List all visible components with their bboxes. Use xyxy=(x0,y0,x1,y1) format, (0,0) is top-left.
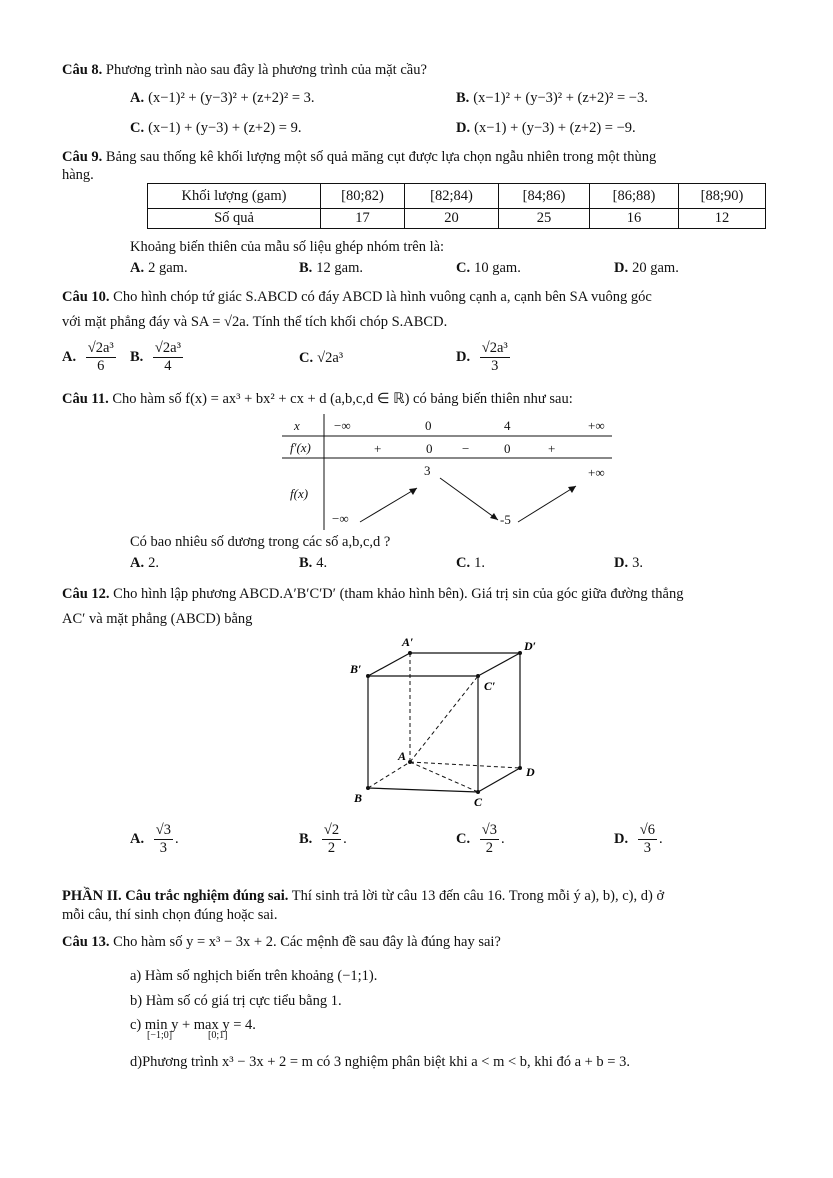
q13-c-min-subscript: [−1;0] xyxy=(147,1030,173,1041)
x-label: x xyxy=(294,418,300,433)
q12-stem-cont: AC′ và mặt phẳng (ABCD) bằng xyxy=(62,611,253,627)
q9-stem: Câu 9. Bảng sau thống kê khối lượng một số quả măng cụt được lựa chọn ngẫu nhiên trong một thùng xyxy=(62,149,657,165)
q8-option-d[interactable]: D. (x−1) + (y−3) + (z+2) = −9. xyxy=(456,120,636,136)
q13-item-a[interactable]: a) Hàm số nghịch biến trên khoảng (−1;1). xyxy=(130,968,378,984)
q9-option-b[interactable]: B. 12 gam. xyxy=(299,260,364,276)
q8-text: Phương trình nào sau đây là phương trình của mặt cầu? xyxy=(105,62,427,78)
q13-c-max-subscript: [0;1] xyxy=(208,1030,228,1041)
vertex-label: C′ xyxy=(484,679,496,693)
table-header-mass: Khối lượng (gam) xyxy=(148,184,321,209)
sign: + xyxy=(548,441,556,456)
q13-item-c[interactable]: c) min y + max y = 4. xyxy=(130,1017,256,1033)
q9-option-a[interactable]: A. 2 gam. xyxy=(130,260,188,276)
f-label: f(x) xyxy=(290,486,309,501)
q9-question: Khoảng biến thiên của mẫu số liệu ghép nhóm trên là: xyxy=(130,239,445,255)
q11-option-c[interactable]: C. 1. xyxy=(456,555,485,571)
q9-frequency-table xyxy=(147,183,766,229)
vertex-label: B′ xyxy=(350,662,362,676)
q12-cube-figure xyxy=(330,632,570,812)
q11-variation-table xyxy=(282,414,612,530)
q12-option-d[interactable]: D. $\frac{√6}{3}$ . xyxy=(614,822,663,856)
q10-option-d[interactable]: D. $\frac{\text{√2a³}}{3}$ xyxy=(456,340,508,374)
q9-stem-cont: hàng. xyxy=(62,167,94,183)
f-value: −∞ xyxy=(332,511,349,526)
q11-stem: Câu 11. Cho hàm số f(x) = ax³ + bx² + cx + d (a,b,c,d ∈ ℝ) có bảng biến thiên như sau: xyxy=(62,391,573,407)
q8-option-c[interactable]: C. (x−1) + (y−3) + (z+2) = 9. xyxy=(130,120,302,136)
q12-option-c[interactable]: C. $\frac{√3}{2}$ . xyxy=(456,822,505,856)
q8-stem xyxy=(62,61,427,79)
q13-label: Câu 13. xyxy=(62,934,110,950)
x-value: +∞ xyxy=(588,418,605,433)
vertex-label: D′ xyxy=(524,639,537,653)
q11-label: Câu 11. xyxy=(62,391,109,407)
interval-cell: [84;86) xyxy=(499,184,590,209)
part2-heading-cont: mỗi câu, thí sinh chọn đúng hoặc sai. xyxy=(62,907,278,923)
interval-cell: [82;84) xyxy=(405,184,499,209)
x-value: 4 xyxy=(504,418,511,433)
fprime-label: f′(x) xyxy=(290,440,311,455)
q10-option-a[interactable]: A. $\frac{\text{√2a³}}{6}$ xyxy=(62,340,114,374)
vertex-label: B xyxy=(354,791,363,805)
q12-option-b[interactable]: B. $\frac{√2}{2}$ . xyxy=(299,822,347,856)
q8-label: Câu 8. xyxy=(62,62,103,78)
q11-option-b[interactable]: B. 4. xyxy=(299,555,328,571)
x-value: −∞ xyxy=(334,418,351,433)
interval-cell: [80;82) xyxy=(321,184,405,209)
f-value: +∞ xyxy=(588,465,605,480)
q11-question: Có bao nhiêu số dương trong các số a,b,c,d ? xyxy=(130,534,391,550)
count-cell: 16 xyxy=(590,209,679,229)
vertex-label: A xyxy=(398,749,407,763)
q12-stem: Câu 12. Cho hình lập phương ABCD.A′B′C′D′ (tham khảo hình bên). Giá trị sin của góc giữa đường thẳng xyxy=(62,586,684,602)
q12-option-a[interactable]: A. $\frac{√3}{3}$ . xyxy=(130,822,179,856)
q11-option-d[interactable]: D. 3. xyxy=(614,555,643,571)
count-cell: 17 xyxy=(321,209,405,229)
q10-stem-cont: với mặt phẳng đáy và SA = √2a. Tính thể tích khối chóp S.ABCD. xyxy=(62,314,448,330)
q13-stem: Câu 13. Cho hàm số y = x³ − 3x + 2. Các mệnh đề sau đây là đúng hay sai? xyxy=(62,934,501,950)
interval-cell: [88;90) xyxy=(679,184,766,209)
part2-title: PHẦN II. Câu trắc nghiệm đúng sai. xyxy=(62,888,289,904)
q9-option-d[interactable]: D. 20 gam. xyxy=(614,260,679,276)
sign: 0 xyxy=(426,441,433,456)
q9-label: Câu 9. xyxy=(62,149,103,165)
q10-stem: Câu 10. Cho hình chóp tứ giác S.ABCD có đáy ABCD là hình vuông cạnh a, cạnh bên SA vuông góc xyxy=(62,289,652,305)
q12-label: Câu 12. xyxy=(62,586,110,602)
q10-option-c[interactable]: C. √2a³ xyxy=(299,350,344,366)
count-cell: 12 xyxy=(679,209,766,229)
q8-option-b[interactable]: B. (x−1)² + (y−3)² + (z+2)² = −3. xyxy=(456,90,648,106)
interval-cell: [86;88) xyxy=(590,184,679,209)
q13-item-b[interactable]: b) Hàm số có giá trị cực tiểu bằng 1. xyxy=(130,993,342,1009)
vertex-label: C xyxy=(474,795,483,809)
table-header-count: Số quả xyxy=(148,209,321,229)
f-value: 3 xyxy=(424,463,431,478)
count-cell: 20 xyxy=(405,209,499,229)
sign: 0 xyxy=(504,441,511,456)
q10-label: Câu 10. xyxy=(62,289,110,305)
q9-option-c[interactable]: C. 10 gam. xyxy=(456,260,521,276)
part2-heading: PHẦN II. Câu trắc nghiệm đúng sai. Thí sinh trả lời từ câu 13 đến câu 16. Trong mỗi ý a), b), c), d) ở xyxy=(62,888,665,904)
x-value: 0 xyxy=(425,418,432,433)
sign: − xyxy=(462,441,470,456)
q8-option-a[interactable]: A. (x−1)² + (y−3)² + (z+2)² = 3. xyxy=(130,90,315,106)
vertex-label: A′ xyxy=(402,635,414,649)
sign: + xyxy=(374,441,382,456)
f-value: -5 xyxy=(500,512,511,527)
q13-item-d[interactable]: d)Phương trình x³ − 3x + 2 = m có 3 nghiệm phân biệt khi a < m < b, khi đó a + b = 3. xyxy=(130,1054,630,1070)
q10-option-b[interactable]: B. $\frac{\text{√2a³}}{4}$ xyxy=(130,340,181,374)
vertex-label: D xyxy=(526,765,535,779)
q11-option-a[interactable]: A. 2. xyxy=(130,555,159,571)
count-cell: 25 xyxy=(499,209,590,229)
